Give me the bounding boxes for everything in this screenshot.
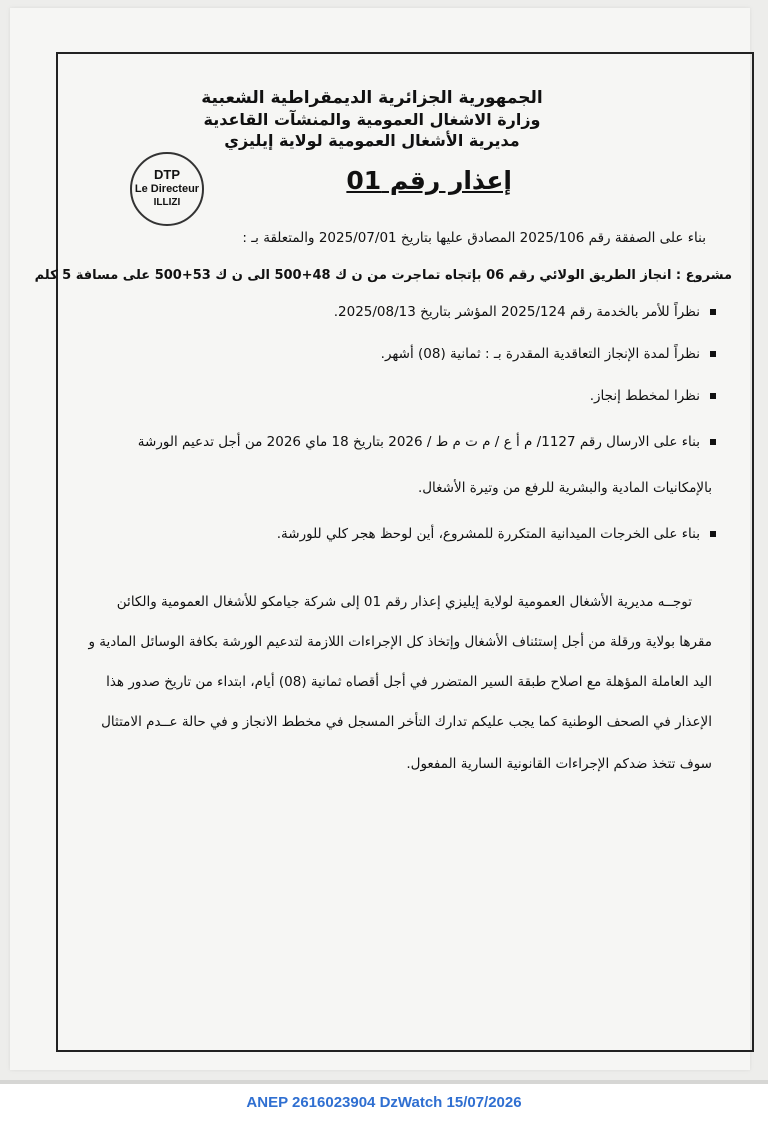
bullet-square-icon [710,393,716,399]
bullet-square-icon [710,351,716,357]
bullet-item [277,526,716,542]
header-ministry: وزارة الاشغال العمومية والمنشآت القاعدية [203,110,541,129]
header-republic: الجمهورية الجزائرية الديمقراطية الشعبية [201,88,543,108]
bullet-item [381,346,716,362]
bullet-text: بناء على الخرجات الميدانية المتكررة للمشروع، أين لوحظ هجر كلي للورشة. [276,526,700,542]
intro-basis: بناء على الصفقة رقم 2025/106 المصادق عليها بتاريخ 2025/07/01 والمتعلقة بـ : [242,230,706,246]
bullet-square-icon [710,309,716,315]
bullet-continuation: بالإمكانيات المادية والبشرية للرفع من وتيرة الأشغال. [417,480,712,496]
bullet-text: نظرا لمخطط إنجاز. [589,388,700,404]
body-line: سوف تتخذ ضدكم الإجراءات القانونية السارية المفعول. [406,756,712,772]
bullet-item [590,388,716,404]
document-page [10,8,750,1070]
document-header [152,88,592,151]
document-frame [34,52,754,1052]
stamp-line-illizi: ILLIZI [153,197,181,208]
notice-title: إعذار رقم 01 [346,166,512,195]
director-stamp [130,152,204,226]
bullet-square-icon [710,531,716,537]
bullet-item [334,304,716,320]
scan-bottom-edge [0,1080,768,1084]
bullet-item [138,434,716,450]
body-line: اليد العاملة المؤهلة مع اصلاح طبقة السير المتضرر في أجل أقصاه ثمانية (08) أيام، ابتداء من تاريخ صدور هذا [106,674,712,690]
stamp-line-director: Le Directeur [134,183,200,195]
header-directorate: مديرية الأشغال العمومية لولاية إيليزي [224,131,520,150]
body-line: الإعذار في الصحف الوطنية كما يجب عليكم تدارك التأخر المسجل في مخطط الانجاز و في حالة عــدم الامتثال [101,714,712,730]
bullet-square-icon [710,439,716,445]
bullet-text: نظراً للأمر بالخدمة رقم 2025/124 المؤشر بتاريخ 2025/08/13. [333,304,700,320]
body-line: توجــه مديرية الأشغال العمومية لولاية إيليزي إعذار رقم 01 إلى شركة جيامكو للأشغال العمومية والكائن [116,594,692,610]
bullet-text: نظراً لمدة الإنجاز التعاقدية المقدرة بـ : ثمانية (08) أشهر. [380,346,700,362]
stamp-line-dtp: DTP [154,167,180,182]
intro-project: مشروع : انجاز الطريق الولائي رقم 06 بإتجاه تماجرت من ن ك 48+500 الى ن ك 53+500 على مسافة 5 كلم [34,268,732,283]
publication-footer: ANEP 2616023904 DzWatch 15/07/2026 [246,1094,522,1111]
bullet-text: بناء على الارسال رقم 1127/ م أ ع / م ت م ط / 2026 بتاريخ 18 ماي 2026 من أجل تدعيم الورشة [137,434,700,450]
body-line: مقرها بولاية ورقلة من أجل إستئناف الأشغال وإتخاذ كل الإجراءات اللازمة لتدعيم الورشة بكافة الوسائل المادية و [88,634,712,650]
